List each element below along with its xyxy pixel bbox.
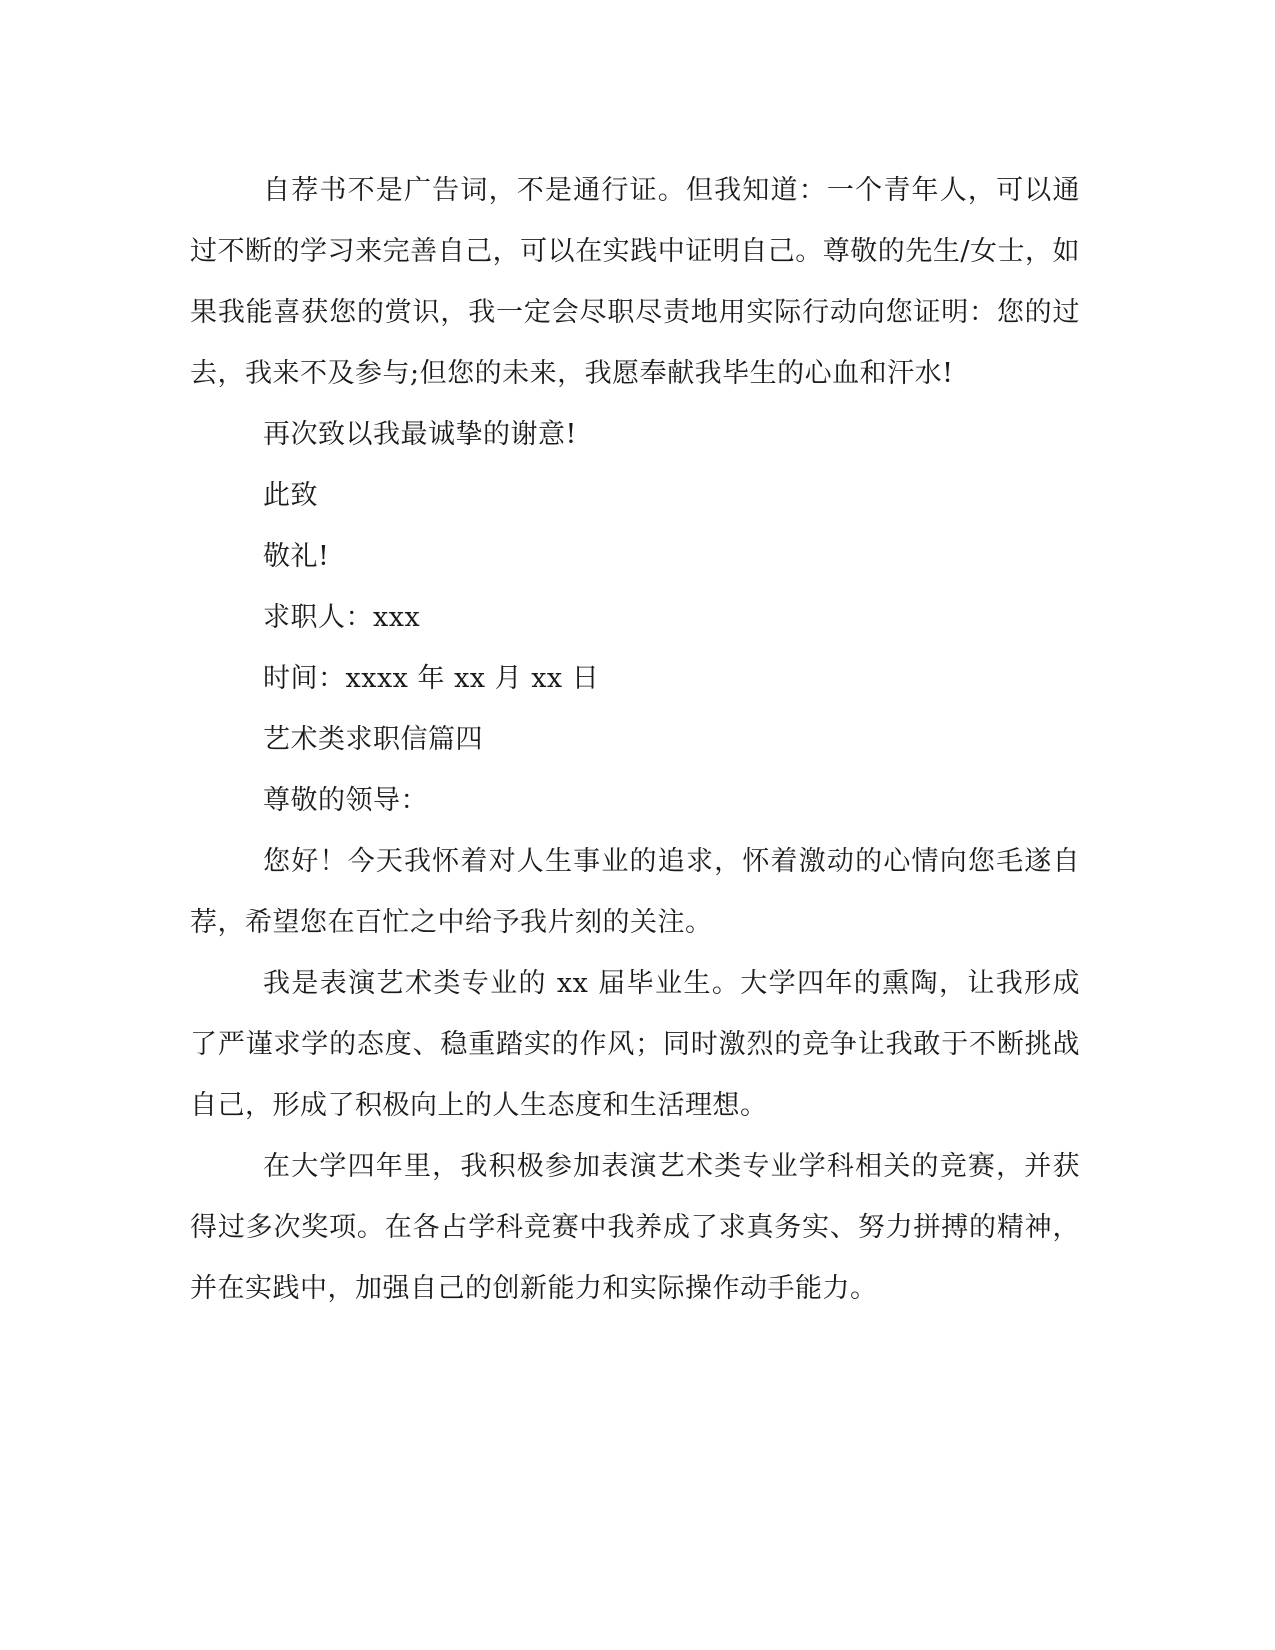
paragraph-thanks: 再次致以我最诚挚的谢意! <box>263 419 577 450</box>
paragraph-greeting: 您好！今天我怀着对人生事业的追求，怀着激动的心情向您毛遂自荐，希望您在百忙之中给予我片刻的关注。 <box>190 846 1080 938</box>
document-body <box>190 160 1080 1319</box>
section-title: 艺术类求职信篇四 <box>263 724 483 755</box>
closing-jingli: 敬礼! <box>263 541 330 572</box>
paragraph-self-recommendation: 自荐书不是广告词，不是通行证。但我知道：一个青年人，可以通过不断的学习来完善自己，可以在实践中证明自己。尊敬的先生/女士，如果我能喜获您的赏识，我一定会尽职尽责地用实际行动向您证明：您的过去，我来不及参与;但您的未来，我愿奉献我毕生的心血和汗水! <box>190 175 1080 389</box>
closing-cizhi: 此致 <box>263 480 318 511</box>
signature-date: 时间：xxxx 年 xx 月 xx 日 <box>263 663 600 694</box>
paragraph-competitions: 在大学四年里，我积极参加表演艺术类专业学科相关的竞赛，并获得过多次奖项。在各占学科竞赛中我养成了求真务实、努力拼搏的精神，并在实践中，加强自己的创新能力和实际操作动手能力。 <box>190 1151 1080 1304</box>
salutation: 尊敬的领导： <box>263 785 428 816</box>
paragraph-background: 我是表演艺术类专业的 xx 届毕业生。大学四年的熏陶，让我形成了严谨求学的态度、稳重踏实的作风；同时激烈的竞争让我敢于不断挑战自己，形成了积极向上的人生态度和生活理想。 <box>190 968 1080 1121</box>
signature-applicant: 求职人：xxx <box>263 602 421 633</box>
